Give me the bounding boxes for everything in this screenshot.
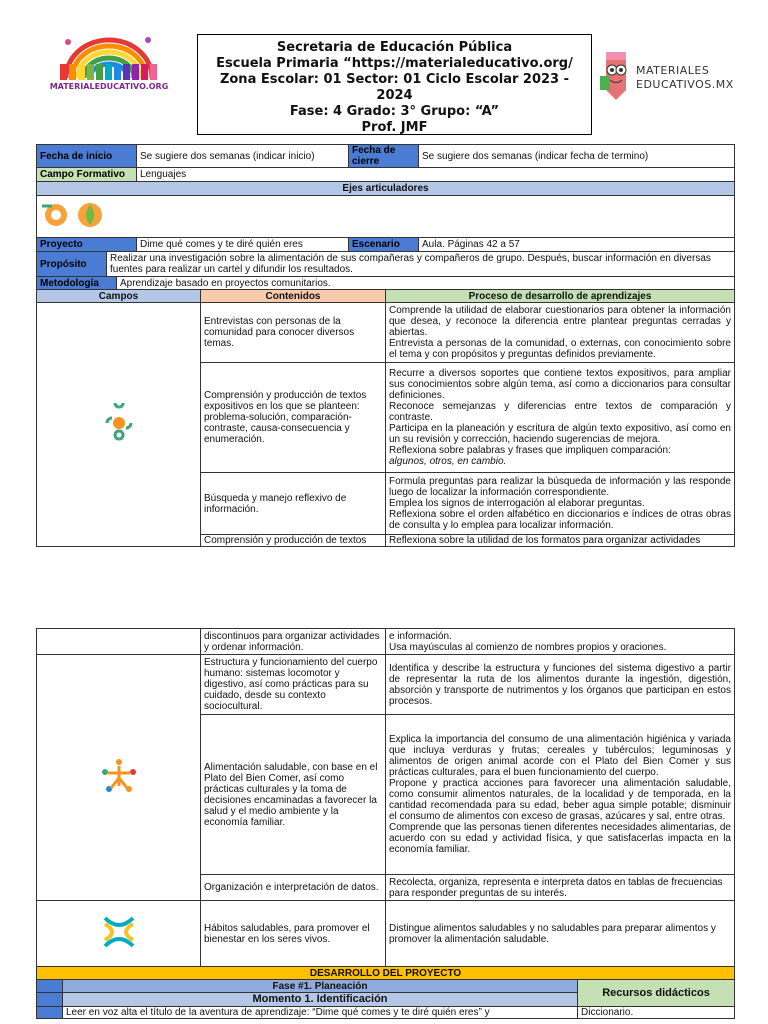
proyecto-label: Proyecto	[37, 238, 137, 252]
proceso-cell: Explica la importancia del consumo de una alimentación higiénica y variada que incluya verduras y frutas; cereales y tubérculos; leguminosas y alimentos de origen animal acorde con el Plato del Bien Comer y sus prácticas culturales, para el buen funcionamiento del cuerpo. Propone y practica acciones para favorecer una alimentación saludable, como consumir alimentos naturales, de la localidad y de temporada, en la cantidad recomendada para su edad, beber agua simple potable; disminuir el consumo de alimentos con exceso de grasas, azúcares y sal, entre otras. Comprende que las personas tienen diferentes necesidades alimentarias, de acuerdo con su edad y actividad física, y que satisfacerlas impacta en la economía familiar.	[386, 715, 735, 875]
etica-naturaleza-icon	[99, 912, 139, 952]
fecha-cierre-label: Fecha de cierre	[349, 145, 419, 168]
activity-text: Leer en voz alta el título de la aventura de aprendizaje: “Dime qué comes y te diré quién eres” y	[63, 1007, 578, 1019]
escenario-label: Escenario	[349, 238, 419, 252]
momento-header: Momento 1. Identificación	[63, 993, 578, 1007]
escenario-value: Aula. Páginas 42 a 57	[419, 238, 735, 252]
fecha-inicio-value: Se sugiere dos semanas (indicar inicio)	[137, 145, 349, 168]
materiales-educativos-logo	[598, 46, 738, 106]
proceso-cell: Distingue alimentos saludables y no saludables para preparar alimentos y promover la alimentación saludable.	[386, 901, 735, 967]
momento-marker	[37, 993, 63, 1007]
contenido-cell: Alimentación saludable, con base en el Plato del Bien Comer, así como prácticas culturales y la toma de decisiones encaminadas a favorecer la salud y el medio ambiente y la economía familiar.	[201, 715, 386, 875]
campo-icon-cell	[37, 629, 201, 655]
right-logo-line2: EDUCATIVOS.MX	[636, 78, 734, 91]
campo-formativo-value: Lenguajes	[137, 168, 735, 182]
metodologia-label: Metodología	[37, 277, 117, 290]
proceso-cell: Comprende la utilidad de elaborar cuestionarios para obtener la información que desea, y reconoce la diferencia entre plantear preguntas cerradas y abiertas. Entrevista a personas de la comunidad, o externas, con conocimiento sobre el tema y con propósitos y preguntas definidos previamente.	[386, 303, 735, 363]
contenido-cell: Entrevistas con personas de la comunidad para conocer diversos temas.	[201, 303, 386, 363]
proceso-cell: Recolecta, organiza, representa e interpreta datos en tablas de frecuencias para responder preguntas de su interés.	[386, 875, 735, 901]
title-line: Secretaria de Educación Pública	[276, 40, 513, 55]
school-title-box	[197, 34, 592, 135]
ejes-articuladores-header: Ejes articuladores	[37, 182, 735, 196]
contenido-cell: Comprensión y producción de textos	[201, 535, 386, 547]
fecha-cierre-value: Se sugiere dos semanas (indicar fecha de termino)	[419, 145, 735, 168]
title-line: 2024	[376, 88, 413, 103]
activity-marker	[37, 1007, 63, 1019]
ejes-articuladores-icons	[40, 198, 110, 232]
fecha-inicio-label: Fecha de inicio	[37, 145, 137, 168]
planning-table-page2	[36, 628, 735, 1019]
campo-icon-cell	[37, 655, 201, 901]
contenido-cell: Comprensión y producción de textos expositivos en los que se planteen: problema-solución, comparación-contraste, causa-consecuencia y enumeración.	[201, 363, 386, 473]
planning-table-page1	[36, 144, 735, 547]
proceso-cell: Identifica y describe la estructura y funciones del sistema digestivo a partir de representar la ruta de los alimentos durante la ingestión, digestión, absorción y transporte de nutrimentos y los órganos que participan en estos procesos.	[386, 655, 735, 715]
ejes-icons-cell	[37, 196, 735, 238]
desarrollo-header: DESARROLLO DEL PROYECTO	[37, 967, 735, 980]
rainbow-crayons-icon	[48, 34, 170, 84]
title-line: Zona Escolar: 01 Sector: 01 Ciclo Escolar 2023 -	[219, 72, 570, 87]
recursos-header: Recursos didácticos	[578, 980, 735, 1007]
proceso-cell: Formula preguntas para realizar la búsqueda de información y las responde luego de localizar la información correspondiente. Emplea los signos de interrogación al elaborar preguntas. Reflexiona sobre el orden alfabético en diccionarios e índices de otras obras de consulta y lo emplea para localizar información.	[386, 473, 735, 535]
saberes-icon	[99, 756, 139, 796]
proceso-header: Proceso de desarrollo de aprendizajes	[386, 290, 735, 303]
proposito-value: Realizar una investigación sobre la alimentación de sus compañeras y compañeros de grupo. Después, buscar información en diversas fuentes para realizar un cartel y difundir los resultados.	[107, 252, 735, 277]
right-logo-line1: MATERIALES	[636, 64, 710, 77]
campo-formativo-label: Campo Formativo	[37, 168, 137, 182]
proceso-cell: Reflexiona sobre la utilidad de los formatos para organizar actividades	[386, 535, 735, 547]
proyecto-value: Dime qué comes y te diré quién eres	[137, 238, 349, 252]
contenido-cell: discontinuos para organizar actividades y ordenar información.	[201, 629, 386, 655]
left-logo-text: MATERIALEDUCATIVO.ORG	[49, 82, 169, 91]
fase-marker	[37, 980, 63, 993]
lenguajes-icon	[99, 403, 139, 443]
title-line: Escuela Primaria “https://materialeducativo.org/	[216, 56, 573, 71]
contenido-cell: Búsqueda y manejo reflexivo de información.	[201, 473, 386, 535]
contenido-cell: Estructura y funcionamiento del cuerpo humano: sistemas locomotor y digestivo, así como prácticas para su cuidado, desde su contexto sociocultural.	[201, 655, 386, 715]
contenidos-header: Contenidos	[201, 290, 386, 303]
metodologia-value: Aprendizaje basado en proyectos comunitarios.	[117, 277, 735, 290]
contenido-cell: Hábitos saludables, para promover el bienestar en los seres vivos.	[201, 901, 386, 967]
proceso-cell: e información. Usa mayúsculas al comienzo de nombres propios y oraciones.	[386, 629, 735, 655]
fase-header: Fase #1. Planeación	[63, 980, 578, 993]
title-line: Prof. JMF	[361, 120, 428, 135]
campo-icon-cell	[37, 901, 201, 967]
title-line: Fase: 4 Grado: 3° Grupo: “A”	[289, 104, 500, 119]
contenido-cell: Organización e interpretación de datos.	[201, 875, 386, 901]
campo-icon-cell	[37, 303, 201, 547]
resource-text: Diccionario.	[578, 1007, 735, 1019]
proceso-cell: Recurre a diversos soportes que contiene textos expositivos, para ampliar sus conocimientos sobre algún tema, así como a diccionarios para consultar definiciones. Reconoce semejanzas y diferencias entre textos de comparación y contraste. Participa en la planeación y escritura de algún texto expositivo, así como en un su revisión y corrección, haciendo sugerencias de mejora. Reflexiona sobre palabras y frases que impliquen comparación: algunos, otros, en cambio.	[386, 363, 735, 473]
materialeducativo-logo	[48, 34, 170, 106]
pencil-mascot-icon	[598, 46, 634, 102]
campos-header: Campos	[37, 290, 201, 303]
proposito-label: Propósito	[37, 252, 107, 277]
